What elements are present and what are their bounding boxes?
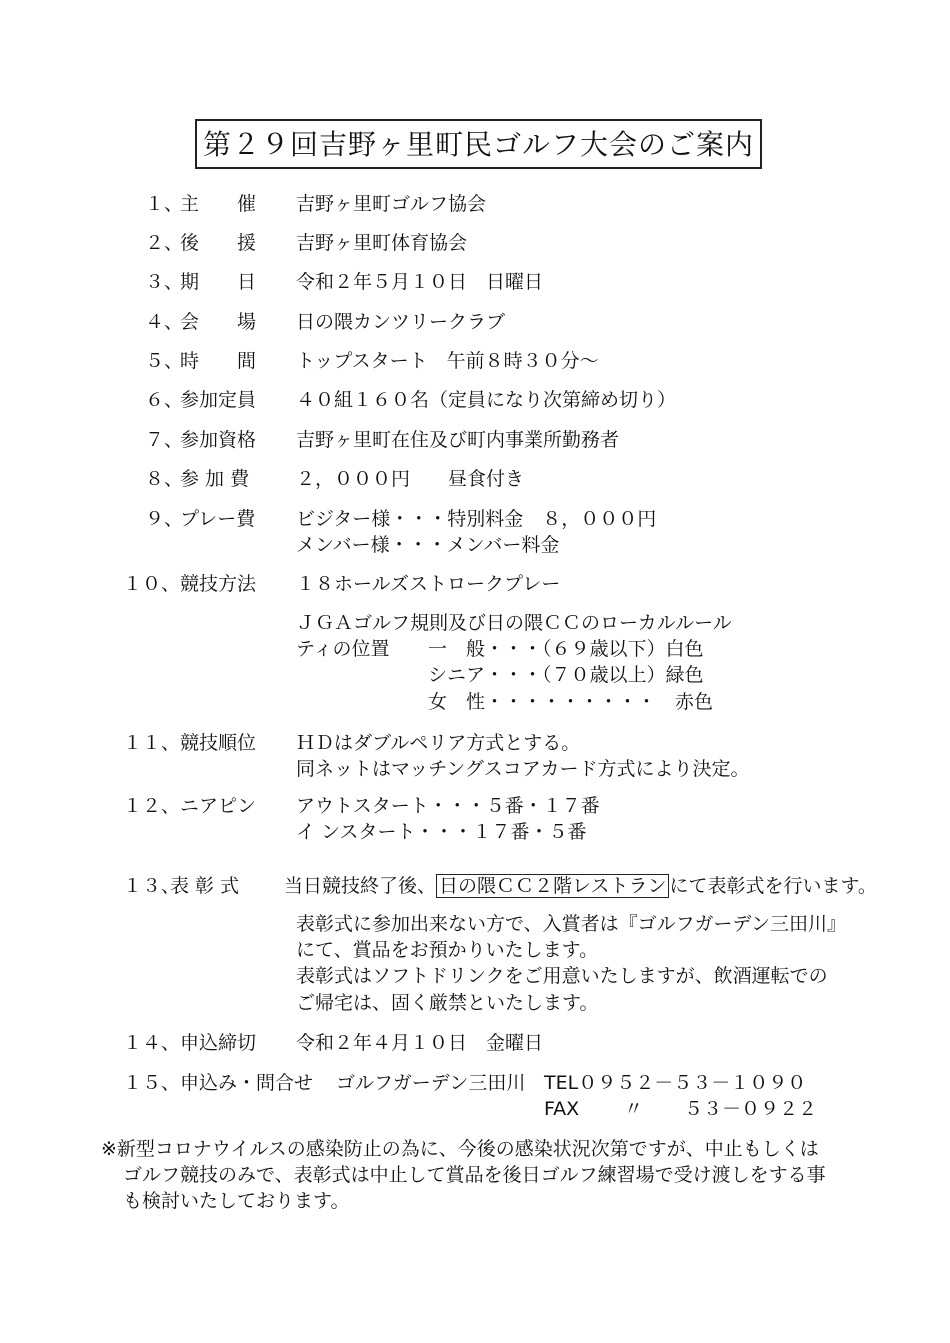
item-8-value: ２，０００円 昼食付き <box>296 468 525 490</box>
item-15-tel: TEL０９５２－５３－１０９０ <box>544 1072 807 1094</box>
item-13-line-2: 表彰式に参加出来ない方で、入賞者は『ゴルフガーデン三田川』 <box>296 913 847 935</box>
item-9-number: ９、 <box>145 508 184 530</box>
item-3-number: ３、 <box>145 271 184 293</box>
item-13-line-3: にて、賞品をお預かりいたします。 <box>296 939 599 961</box>
page-title: 第２９回吉野ヶ里町民ゴルフ大会のご案内 <box>195 119 762 169</box>
item-14-label: 申込締切 <box>180 1032 257 1054</box>
item-1-value: 吉野ヶ里町ゴルフ協会 <box>296 193 487 215</box>
item-4-value: 日の隈カンツリークラブ <box>296 311 506 333</box>
item-12-label: ニアピン <box>180 795 257 817</box>
item-8-number: ８、 <box>145 468 184 490</box>
item-13-pre: 当日競技終了後、 <box>284 875 437 897</box>
item-15-number: １５、 <box>123 1072 181 1094</box>
item-5-number: ５、 <box>145 350 184 372</box>
item-11-line-1: ＨＤはダブルペリア方式とする。 <box>296 732 581 754</box>
item-10-line-2: ＪＧＡゴルフ規則及び日の隈ＣＣのローカルルール <box>296 612 732 634</box>
item-10-tee-label: ティの位置 <box>296 638 390 660</box>
item-11-number: １１、 <box>123 732 181 754</box>
item-10-label: 競技方法 <box>180 573 257 595</box>
note-line-3: も検討いたしております。 <box>123 1190 350 1212</box>
item-1-number: １、 <box>145 193 184 215</box>
item-10-tee-women: 女 性・・・・・・・・・ 赤色 <box>428 691 714 713</box>
item-1-label: 主 催 <box>180 193 257 215</box>
item-3-label: 期 日 <box>180 271 257 293</box>
item-6-label: 参加定員 <box>180 389 257 411</box>
item-5-label: 時 間 <box>180 350 257 372</box>
item-7-value: 吉野ヶ里町在住及び町内事業所勤務者 <box>296 429 620 451</box>
item-11-label: 競技順位 <box>180 732 257 754</box>
item-13-number: １３、 <box>123 875 181 897</box>
item-11-line-2: 同ネットはマッチングスコアカード方式により決定。 <box>296 758 750 780</box>
item-9-label: プレー費 <box>180 508 256 530</box>
item-14-value: 令和２年４月１０日 金曜日 <box>296 1032 544 1054</box>
item-12-number: １２、 <box>123 795 181 817</box>
item-2-label: 後 援 <box>180 232 257 254</box>
item-10-number: １０、 <box>123 573 181 595</box>
item-7-label: 参加資格 <box>180 429 257 451</box>
item-2-value: 吉野ヶ里町体育協会 <box>296 232 468 254</box>
item-12-line-2: イ ンスタート・・・１７番・５番 <box>296 821 587 843</box>
item-13-label: 表 彰 式 <box>170 875 240 897</box>
item-3-value: 令和２年５月１０日 日曜日 <box>296 271 544 293</box>
item-4-label: 会 場 <box>180 311 257 333</box>
item-10-line-1: １８ホールズストロークプレー <box>296 573 561 595</box>
item-6-value: ４０組１６０名（定員になり次第締め切り） <box>296 389 677 411</box>
item-15-label: 申込み・問合せ <box>180 1072 314 1094</box>
item-10-tee-general: 一 般・・・（６９歳以下）白色 <box>428 638 704 660</box>
item-7-number: ７、 <box>145 429 184 451</box>
item-4-number: ４、 <box>145 311 184 333</box>
item-8-label: 参 加 費 <box>180 468 250 490</box>
item-13-post: にて表彰式を行います。 <box>669 875 877 897</box>
item-9-line-1: ビジター様・・・特別料金 ８，０００円 <box>296 508 657 530</box>
item-15-organization: ゴルフガーデン三田川 <box>336 1072 526 1094</box>
item-5-value: トップスタート 午前８時３０分～ <box>296 350 599 372</box>
item-13-line-5: ご帰宅は、固く厳禁といたします。 <box>296 992 599 1014</box>
item-13-line-4: 表彰式はソフトドリンクをご用意いたしますが、飲酒運転での <box>296 965 828 987</box>
item-10-tee-senior: シニア・・・（７０歳以上）緑色 <box>428 664 704 686</box>
item-13-venue-box: 日の隈ＣＣ２階レストラン <box>436 874 669 898</box>
item-15-fax-number: ５３－０９２２ <box>684 1098 818 1120</box>
item-9-line-2: メンバー様・・・メンバー料金 <box>296 534 560 556</box>
note-line-2: ゴルフ競技のみで、表彰式は中止して賞品を後日ゴルフ練習場で受け渡しをする事 <box>123 1164 826 1186</box>
item-13-line-1 <box>284 873 877 899</box>
item-14-number: １４、 <box>123 1032 181 1054</box>
item-15-fax-ditto: 〃 <box>624 1098 644 1120</box>
item-12-line-1: アウトスタート・・・５番・１７番 <box>296 795 600 817</box>
item-2-number: ２、 <box>145 232 184 254</box>
item-6-number: ６、 <box>145 389 184 411</box>
item-15-fax-label: FAX <box>544 1098 580 1120</box>
note-line-1: ※新型コロナウイルスの感染防止の為に、今後の感染状況次第ですが、中止もしくは <box>101 1138 819 1160</box>
